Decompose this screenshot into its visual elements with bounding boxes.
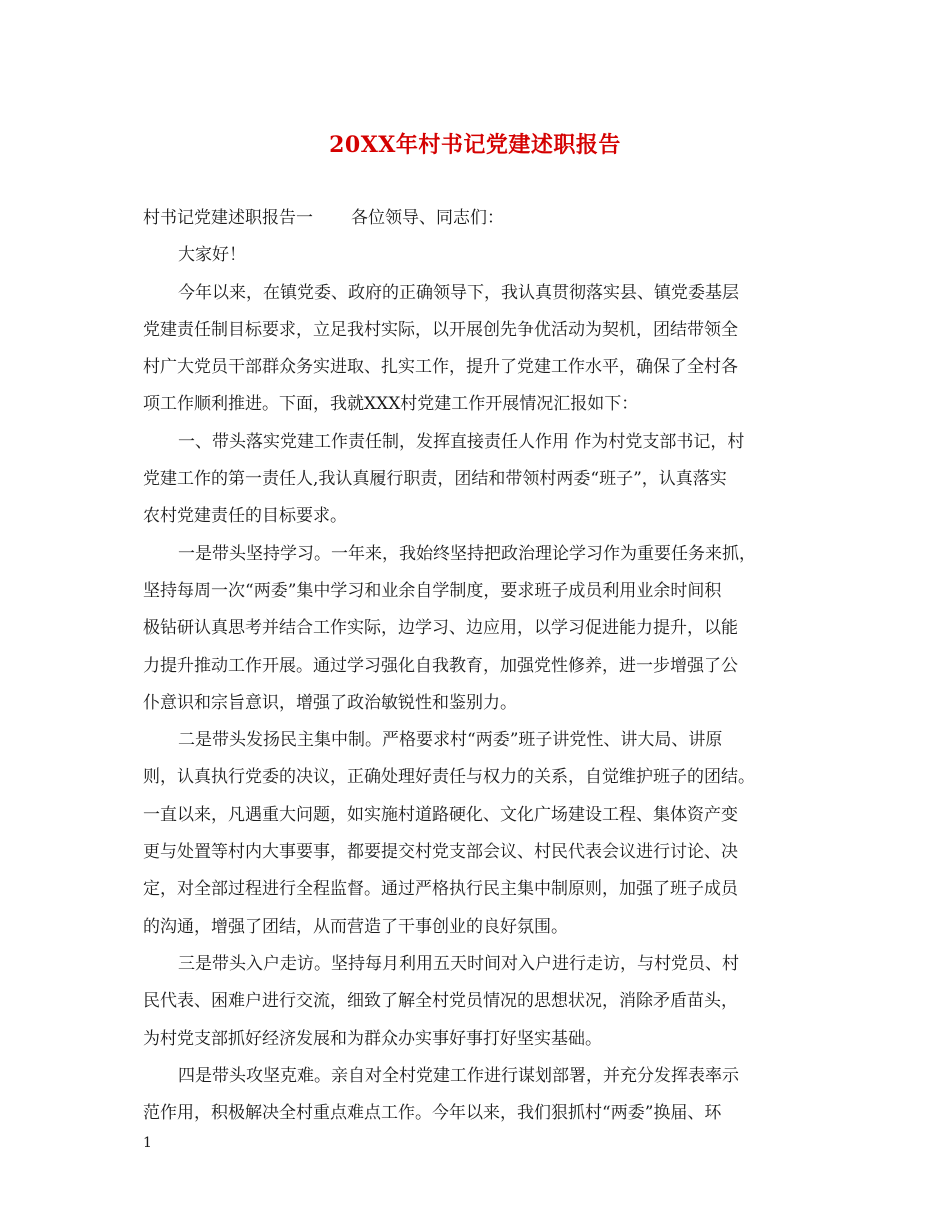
text-line: 一、带头落实党建工作责任制，发挥直接责任人作用 作为村党支部书记，村 [178, 431, 745, 452]
text-line: 二是带头发扬民主集中制。严格要求村“两委”班子讲党性、讲大局、讲原 [178, 730, 723, 751]
text-line: 今年以来，在镇党委、政府的正确领导下，我认真贯彻落实县、镇党委基层 [178, 282, 739, 303]
text-line: 仆意识和宗旨意识，增强了政治敏锐性和鉴别力。 [143, 692, 517, 713]
text-line: 坚持每周一次“两委”集中学习和业余自学制度，要求班子成员利用业余时间积 [143, 580, 722, 601]
document-body [143, 200, 813, 1132]
text-line: 定，对全部过程进行全程监督。通过严格执行民主集中制原则，加强了班子成员 [143, 879, 738, 900]
text-line: 更与处置等村内大事要事，都要提交村党支部会议、村民代表会议进行讨论、决 [143, 842, 738, 863]
text-line: 村广大党员干部群众务实进取、扎实工作，提升了党建工作水平，确保了全村各 [143, 357, 738, 378]
document-title: 20XX年村书记党建述职报告 [329, 132, 621, 158]
text-line: 极钻研认真思考并结合工作实际，边学习、边应用，以学习促进能力提升，以能 [143, 618, 738, 639]
text-line: 一是带头坚持学习。一年来，我始终坚持把政治理论学习作为重要任务来抓， [178, 543, 756, 564]
report-label: 村书记党建述职报告一 [143, 208, 313, 228]
text-line: 民代表、困难户进行交流，细致了解全村党员情况的思想状况，消除矛盾苗头， [143, 991, 738, 1012]
page-number: 1 [143, 1135, 152, 1151]
text-line: 党建责任制目标要求，立足我村实际，以开展创先争优活动为契机，团结带领全 [143, 319, 738, 340]
text-line: 农村党建责任的目标要求。 [143, 506, 347, 527]
text-line: 力提升推动工作开展。通过学习强化自我教育，加强党性修养，进一步增强了公 [143, 655, 738, 676]
text-line: 为村党支部抓好经济发展和为群众办实事好事打好坚实基础。 [143, 1028, 602, 1049]
text-line: 三是带头入户走访。坚持每月利用五天时间对入户进行走访，与村党员、村 [178, 953, 739, 974]
salutation: 各位领导、同志们： [351, 208, 504, 228]
text-line: 大家好！ [178, 245, 246, 266]
text-line: 的沟通，增强了团结，从而营造了干事创业的良好氛围。 [143, 916, 568, 937]
text-line: 则，认真执行党委的决议，正确处理好责任与权力的关系，自觉维护班子的团结。 [143, 767, 755, 788]
text-line: 项工作顺利推进。下面，我就XXX村党建工作开展情况汇报如下： [143, 394, 639, 415]
text-line: 范作用，积极解决全村重点难点工作。今年以来，我们狠抓村“两委”换届、环 [143, 1103, 722, 1124]
text-line: 四是带头攻坚克难。亲自对全村党建工作进行谋划部署，并充分发挥表率示 [178, 1065, 739, 1086]
text-line: 党建工作的第一责任人,我认真履行职责，团结和带领村两委“班子”，认真落实 [143, 469, 727, 490]
header-line [143, 200, 813, 237]
text-line: 一直以来，凡遇重大问题，如实施村道路硬化、文化广场建设工程、集体资产变 [143, 804, 738, 825]
